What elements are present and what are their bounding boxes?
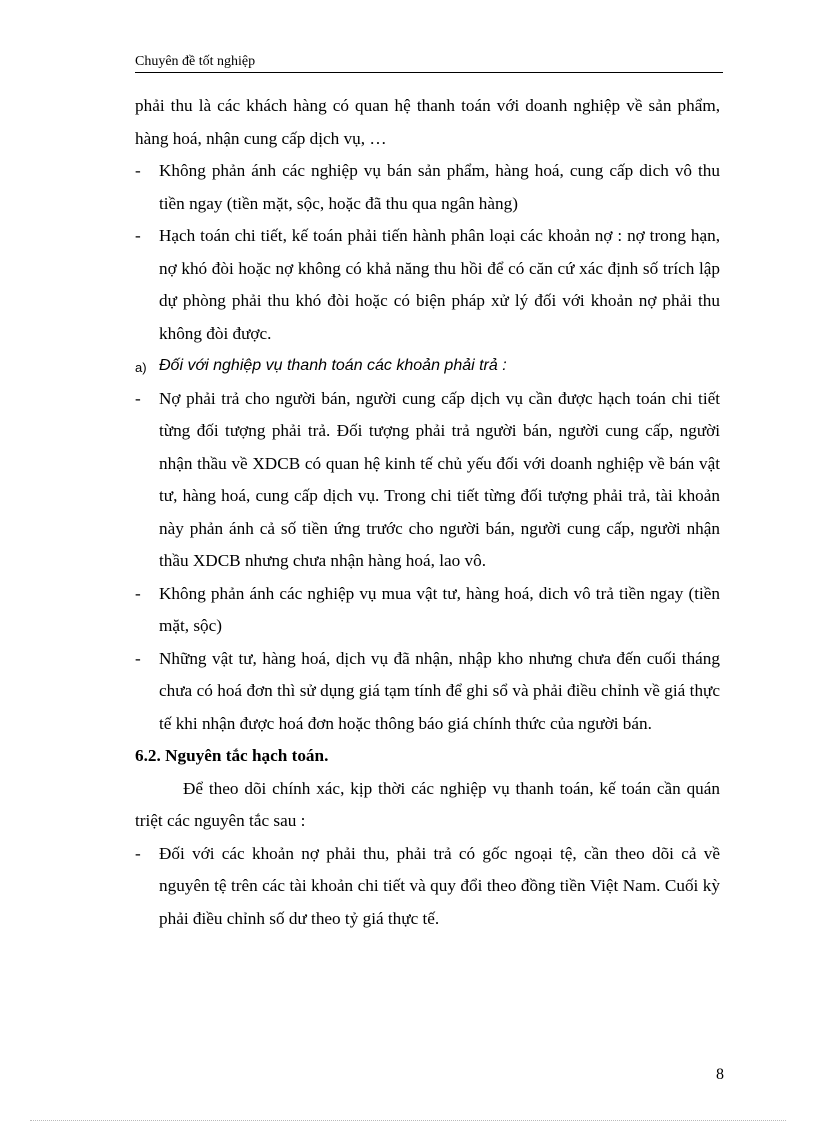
list-item-text: Không phản ánh các nghiệp vụ bán sản phẩm, hàng hoá, cung cấp dich vô thu tiền ngay (tiền mặt, sộc, hoặc đã thu qua ngân hàng) [159, 161, 720, 213]
bullet-dash: - [135, 226, 141, 245]
list-item-text: Không phản ánh các nghiệp vụ mua vật tư, hàng hoá, dich vô trả tiền ngay (tiền mặt, sộc) [159, 583, 720, 635]
bullet-dash: - [135, 583, 141, 603]
subheading-marker: a) [135, 360, 147, 375]
document-body [135, 90, 720, 935]
header-divider [135, 72, 723, 73]
list-item [135, 220, 720, 350]
list-item [135, 155, 720, 220]
list-item-text: Nợ phải trả cho người bán, người cung cấp dịch vụ cần được hạch toán chi tiết từng đối tượng phải trả. Đối tượng phải trả người bán, người cung cấp, người nhận thầu về XDCB có quan hệ kinh tế chủ yếu đối với doanh nghiệp về bán vật tư, hàng hoá, cung cấp dịch vụ. Trong chi tiết từng đối tượng phải trả, tài khoản này phản ánh cả số tiền ứng trước cho người bán, người cung cấp, người nhận thầu XDCB nhưng chưa nhận hàng hoá, lao vô. [159, 388, 720, 570]
subheading-text: Đối với nghiệp vụ thanh toán các khoản phải trả : [159, 357, 507, 374]
page-bottom-divider [30, 1120, 786, 1121]
paragraph: phải thu là các khách hàng có quan hệ thanh toán với doanh nghiệp về sản phẩm, hàng hoá, nhận cung cấp dịch vụ, … [135, 96, 720, 148]
bullet-dash: - [135, 161, 141, 180]
list-item-text: Đối với các khoản nợ phải thu, phải trả có gốc ngoại tệ, cần theo dõi cả về nguyên tệ trên các tài khoản chi tiết và quy đổi theo đồng tiền Việt Nam. Cuối kỳ phải điều chỉnh số dư theo tỷ giá thực tế. [159, 843, 720, 928]
paragraph: Để theo dõi chính xác, kịp thời các nghiệp vụ thanh toán, kế toán cần quán triệt các nguyên tắc sau : [135, 778, 720, 830]
list-item [135, 838, 720, 936]
list-item [135, 578, 720, 643]
bullet-dash: - [135, 648, 141, 668]
list-item [135, 383, 720, 578]
page-number: 8 [716, 1066, 724, 1083]
list-item-text: Những vật tư, hàng hoá, dịch vụ đã nhận, nhập kho nhưng chưa đến cuối tháng chưa có hoá đơn thì sử dụng giá tạm tính để ghi sổ và phải điều chỉnh về giá thực tế khi nhận được hoá đơn hoặc thông báo giá chính thức của người bán. [159, 648, 720, 733]
subheading [135, 350, 720, 383]
bullet-dash: - [135, 388, 141, 408]
list-item-text: Hạch toán chi tiết, kế toán phải tiến hành phân loại các khoản nợ : nợ trong hạn, nợ khó đòi hoặc nợ không có khả năng thu hồi để có căn cứ xác định số trích lập dự phòng phải thu khó đòi hoặc có biện pháp xử lý đối với khoản nợ phải thu không đòi được. [159, 226, 720, 343]
bullet-dash: - [135, 843, 141, 863]
section-title: 6.2. Nguyên tắc hạch toán. [135, 746, 329, 765]
page-header-title: Chuyên đề tốt nghiệp [135, 54, 256, 69]
list-item [135, 643, 720, 741]
